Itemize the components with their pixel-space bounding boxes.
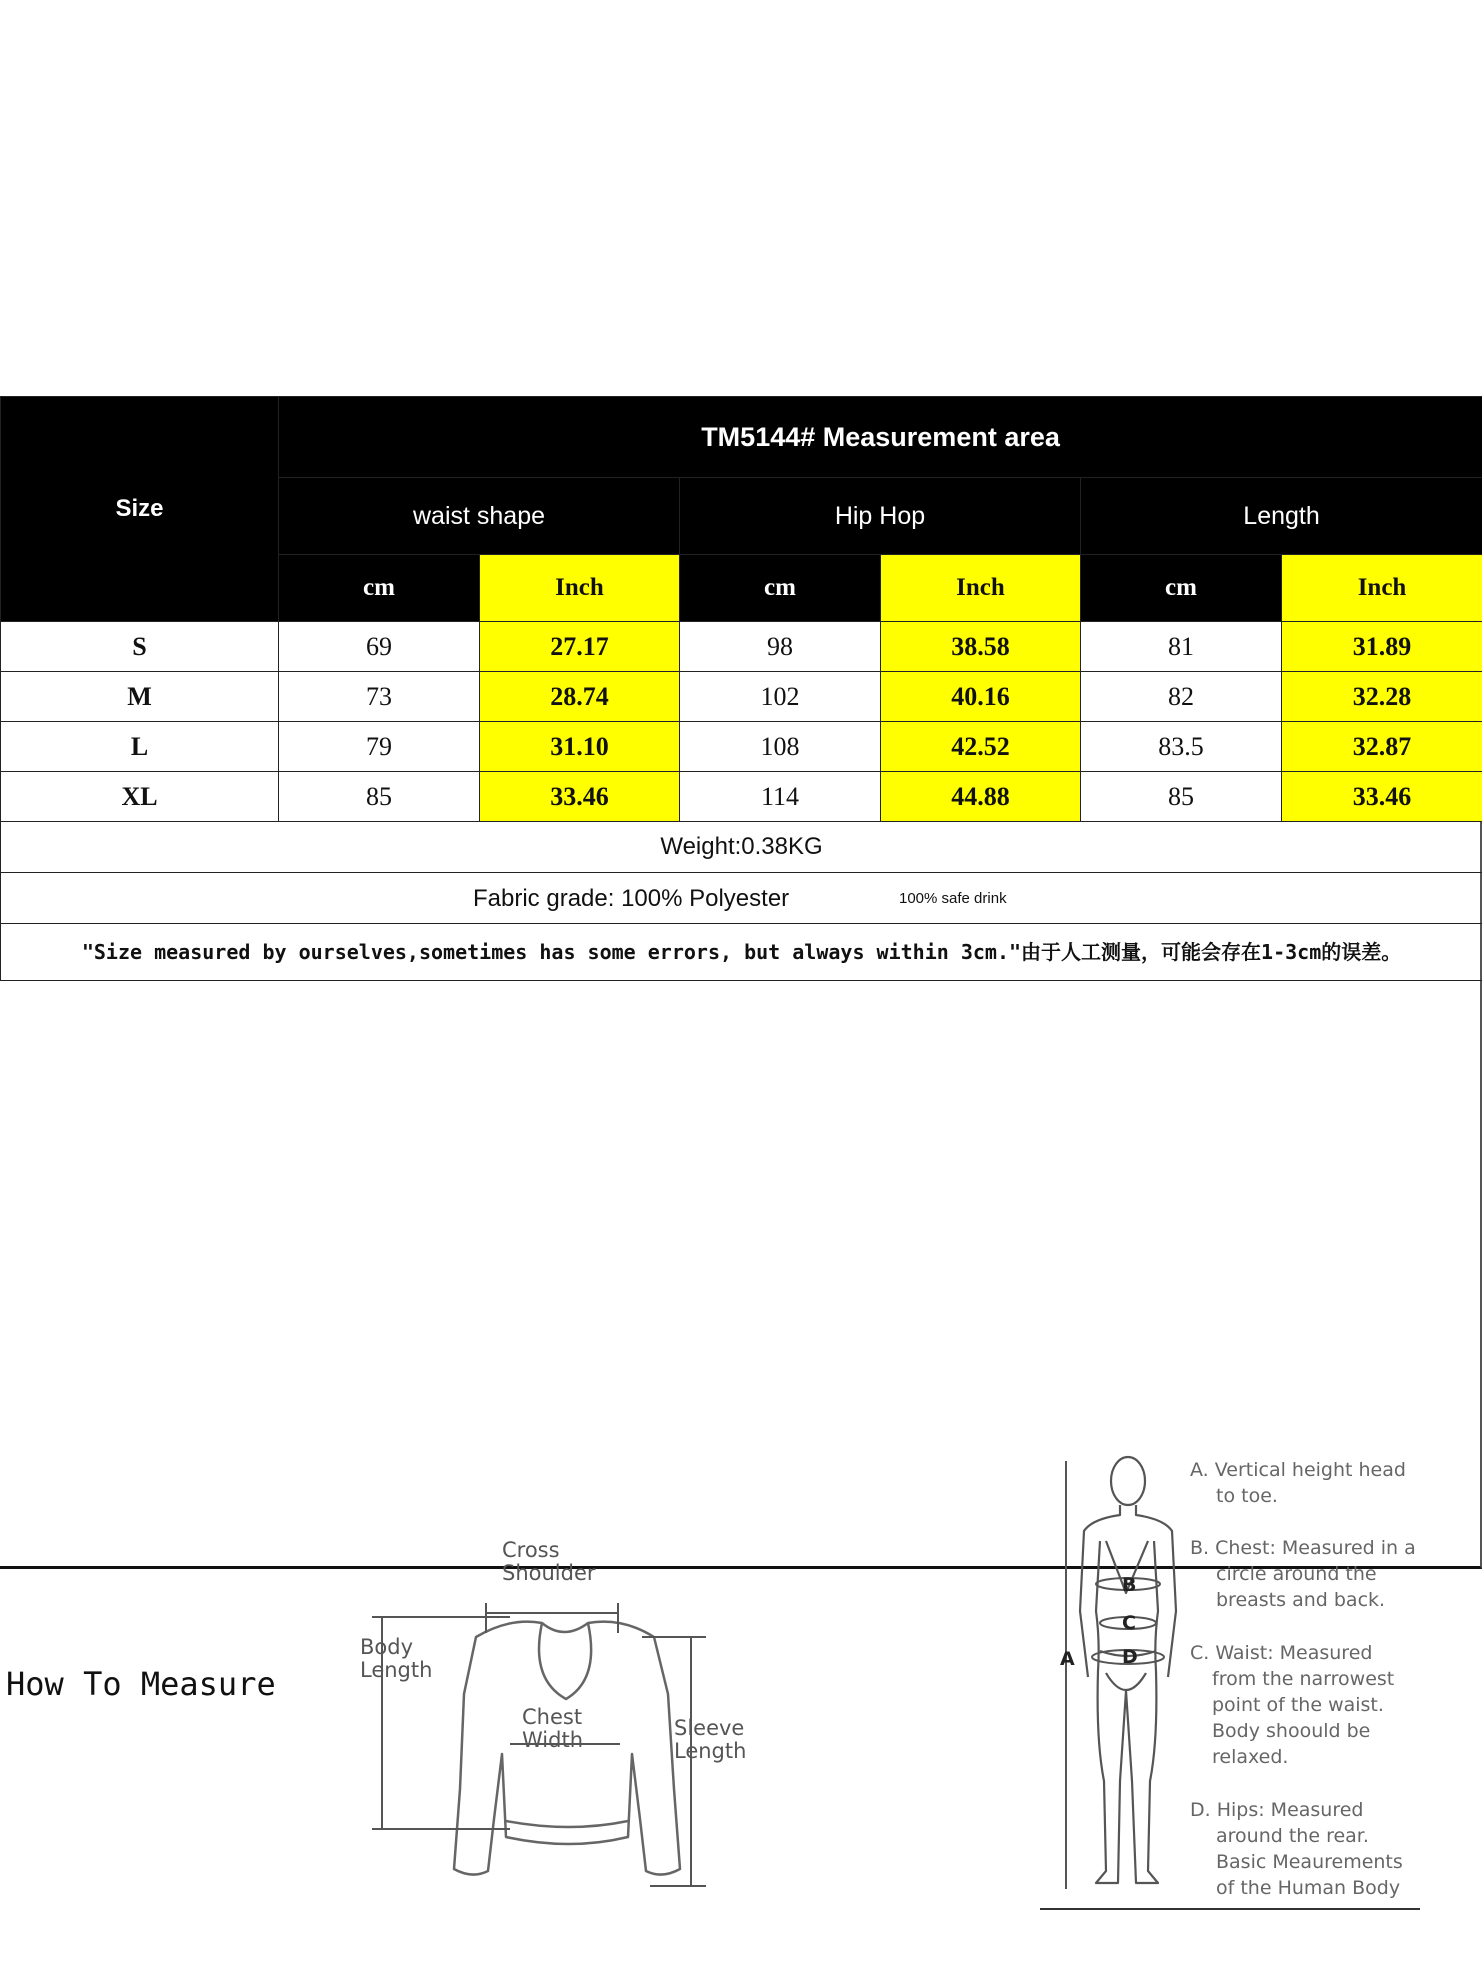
how-to-measure-title: How To Measure: [6, 1665, 276, 1703]
hip-cm-cell: 114: [680, 772, 881, 822]
letter-b: B: [1122, 1574, 1137, 1596]
desc-d-2: around the rear.: [1216, 1825, 1369, 1847]
letter-c: C: [1122, 1612, 1136, 1634]
unit-inch: Inch: [480, 555, 680, 622]
desc-c-3: point of the waist.: [1212, 1694, 1384, 1716]
waist-inch-cell: 33.46: [480, 772, 680, 822]
weight-text: Weight:0.38KG: [1, 822, 1482, 873]
length-cm-cell: 83.5: [1081, 722, 1282, 772]
table-row: [1, 672, 1482, 722]
sleeve-length-label-1: Sleeve: [674, 1716, 745, 1740]
length-cm-cell: 81: [1081, 622, 1282, 672]
length-inch-cell: 31.89: [1282, 622, 1482, 672]
waist-inch-cell: 27.17: [480, 622, 680, 672]
sweater-labels: [360, 1538, 746, 1763]
waist-cm-cell: 73: [279, 672, 480, 722]
unit-inch: Inch: [1282, 555, 1482, 622]
waist-inch-cell: 28.74: [480, 672, 680, 722]
size-cell: XL: [1, 772, 279, 822]
desc-d-4: of the Human Body: [1216, 1877, 1401, 1899]
letter-a: A: [1060, 1648, 1075, 1670]
cross-shoulder-label-1: Cross: [502, 1538, 560, 1562]
body-measure-diagram: [1040, 1451, 1420, 1931]
length-inch-cell: 32.87: [1282, 722, 1482, 772]
sleeve-length-label-2: Length: [674, 1739, 747, 1763]
hip-inch-cell: 40.16: [881, 672, 1081, 722]
chest-width-label-2: Width: [522, 1728, 584, 1752]
length-cm-cell: 82: [1081, 672, 1282, 722]
table-title: TM5144# Measurement area: [279, 397, 1482, 478]
unit-inch: Inch: [881, 555, 1081, 622]
fabric-note: 100% safe drink: [899, 890, 1007, 907]
desc-c-4: Body shoould be: [1212, 1720, 1371, 1742]
fabric-text: Fabric grade: 100% Polyester: [473, 885, 790, 912]
desc-d-1: D. Hips: Measured: [1190, 1799, 1364, 1821]
size-header: Size: [1, 397, 279, 622]
chest-width-label-1: Chest: [522, 1705, 583, 1729]
desc-a-1: A. Vertical height head: [1190, 1459, 1406, 1481]
hip-cm-cell: 102: [680, 672, 881, 722]
desc-c-2: from the narrowest: [1212, 1668, 1395, 1690]
waist-cm-cell: 85: [279, 772, 480, 822]
human-body-figure: [1080, 1457, 1176, 1883]
hip-cm-cell: 98: [680, 622, 881, 672]
length-inch-cell: 32.28: [1282, 672, 1482, 722]
desc-a-2: to toe.: [1216, 1485, 1278, 1507]
unit-cm: cm: [279, 555, 480, 622]
hip-inch-cell: 38.58: [881, 622, 1081, 672]
waist-inch-cell: 31.10: [480, 722, 680, 772]
length-inch-cell: 33.46: [1282, 772, 1482, 822]
hip-inch-cell: 42.52: [881, 722, 1081, 772]
size-chart-sheet: [0, 396, 1482, 1899]
size-cell: L: [1, 722, 279, 772]
waist-cm-cell: 69: [279, 622, 480, 672]
length-cm-cell: 85: [1081, 772, 1282, 822]
unit-cm: cm: [680, 555, 881, 622]
size-chart-table: [0, 396, 1482, 981]
desc-d-3: Basic Meaurements: [1216, 1851, 1403, 1873]
how-to-measure-section: [0, 1397, 1482, 1962]
disclaimer-text: "Size measured by ourselves,sometimes has some errors, but always within 3cm."由于人工测量，可能会存在1-3cm的误差。: [1, 924, 1482, 981]
body-length-label-1: Body: [360, 1635, 414, 1659]
letter-d: D: [1122, 1646, 1138, 1668]
desc-c-1: C. Waist: Measured: [1190, 1642, 1373, 1664]
desc-b-2: circle around the: [1216, 1563, 1377, 1585]
hip-inch-cell: 44.88: [881, 772, 1081, 822]
group-length: Length: [1081, 478, 1482, 555]
table-row: [1, 622, 1482, 672]
cross-shoulder-label-2: Shoulder: [502, 1561, 596, 1585]
desc-b-1: B. Chest: Measured in a: [1190, 1537, 1416, 1559]
body-length-label-2: Length: [360, 1658, 433, 1682]
unit-cm: cm: [1081, 555, 1282, 622]
hip-cm-cell: 108: [680, 722, 881, 772]
desc-c-5: relaxed.: [1212, 1746, 1289, 1768]
group-hip-hop: Hip Hop: [680, 478, 1081, 555]
desc-b-3: breasts and back.: [1216, 1589, 1386, 1611]
group-waist-shape: waist shape: [279, 478, 680, 555]
table-row: [1, 772, 1482, 822]
body-descriptions: [1190, 1459, 1416, 1899]
size-cell: M: [1, 672, 279, 722]
waist-cm-cell: 79: [279, 722, 480, 772]
fabric-row: [1, 873, 1482, 924]
sweater-measure-diagram: [350, 1519, 770, 1889]
size-cell: S: [1, 622, 279, 672]
table-row: [1, 722, 1482, 772]
